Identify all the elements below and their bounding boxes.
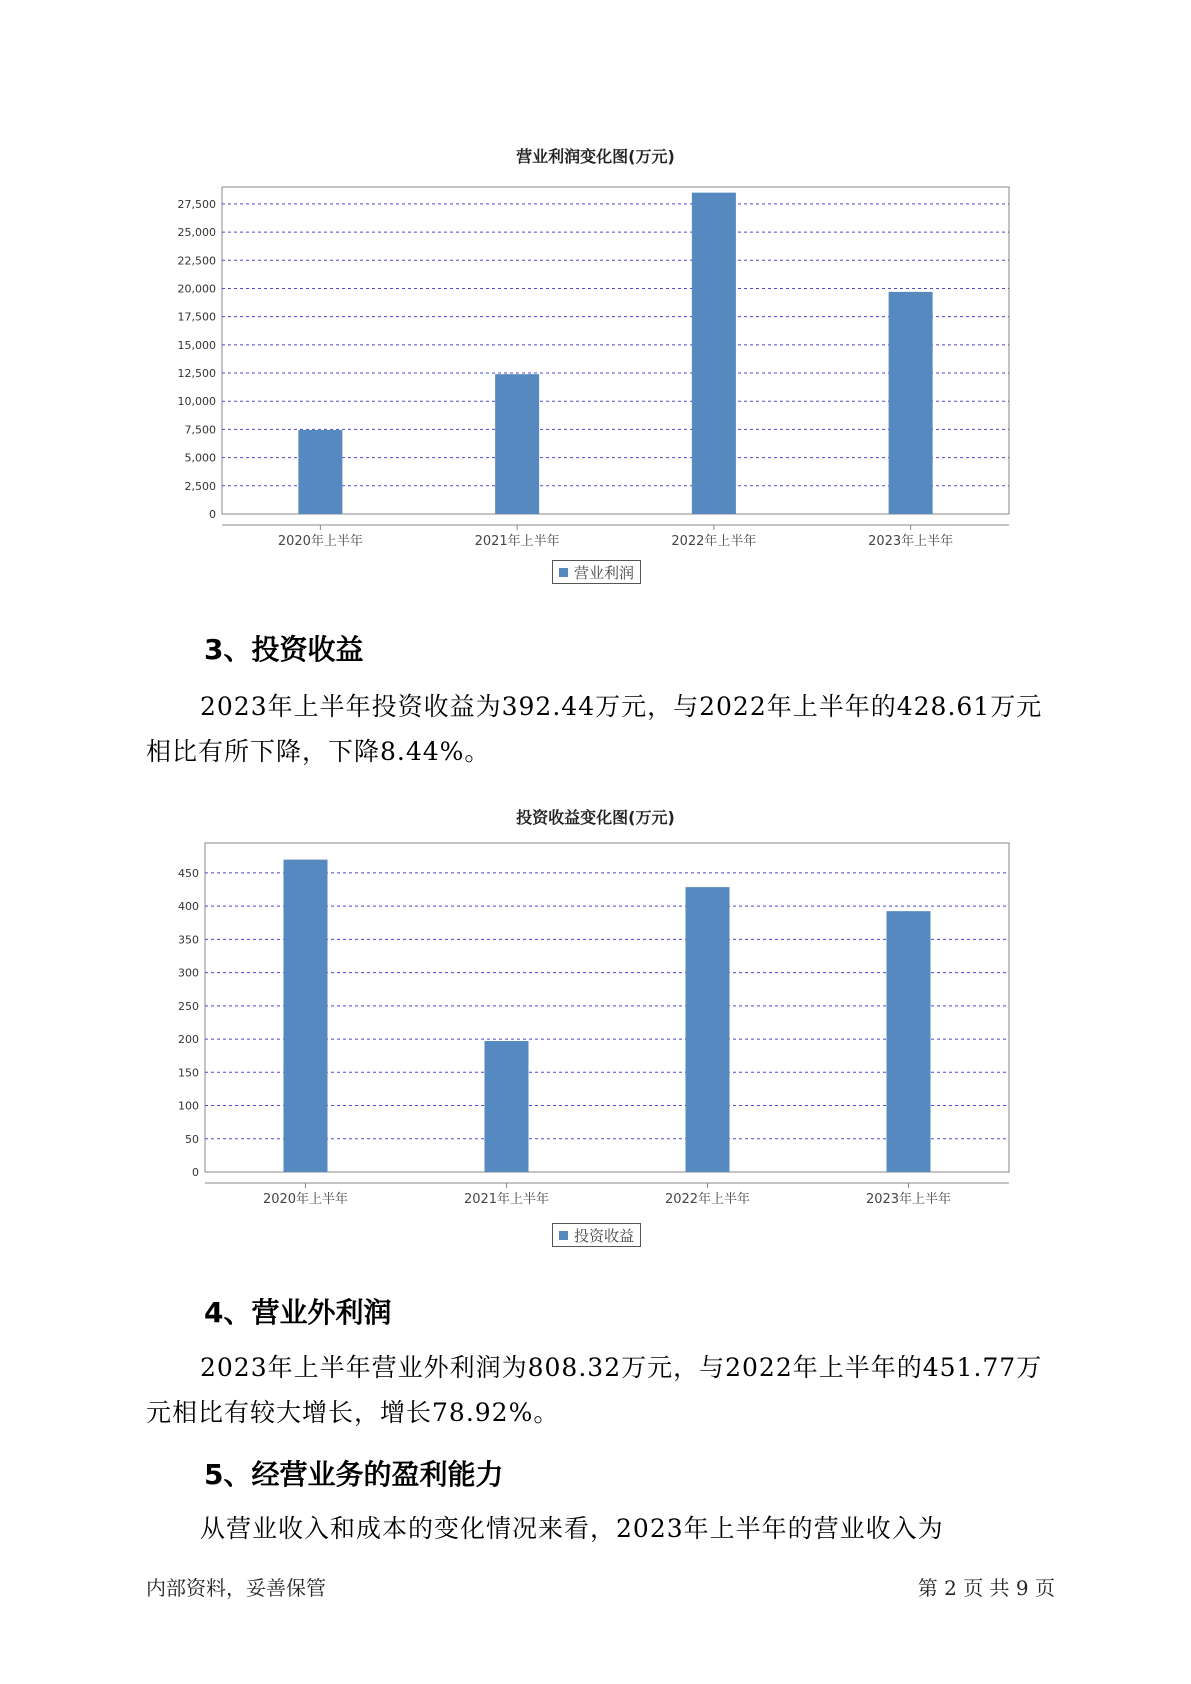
y-tick-label: 22,500 [177, 254, 216, 268]
y-tick-label: 27,500 [177, 197, 216, 211]
y-tick-label: 450 [178, 866, 199, 880]
y-tick-label: 25,000 [177, 226, 216, 240]
section3-line2: 相比有所下降，下降8.44%。 [146, 737, 491, 766]
footer-confidential-note: 内部资料，妥善保管 [146, 1576, 326, 1600]
section4-line1: 2023年上半年营业外利润为808.32万元，与2022年上半年的451.77万 [200, 1353, 1043, 1382]
x-tick-label: 2022年上半年 [664, 1192, 751, 1207]
section3-heading: 3、投资收益 [204, 633, 364, 666]
y-tick-label: 15,000 [177, 338, 216, 352]
chart1-legend-label: 营业利润 [574, 563, 635, 582]
y-tick-label: 10,000 [177, 395, 216, 409]
y-tick-label: 300 [178, 966, 199, 980]
footer-page-number: 第 2 页 共 9 页 [917, 1576, 1055, 1600]
y-tick-label: 5,000 [184, 451, 216, 465]
y-tick-label: 0 [192, 1166, 199, 1179]
y-tick-label: 12,500 [177, 367, 216, 381]
bar [887, 911, 931, 1172]
x-tick-label: 2022年上半年 [671, 534, 757, 549]
x-tick-label: 2023年上半年 [865, 1192, 952, 1207]
y-tick-label: 200 [178, 1033, 199, 1047]
y-tick-label: 250 [178, 999, 199, 1013]
y-tick-label: 17,500 [177, 310, 216, 324]
section5-line1: 从营业收入和成本的变化情况来看，2023年上半年的营业收入为 [200, 1514, 944, 1543]
bar [485, 1041, 529, 1172]
chart2-legend-label: 投资收益 [574, 1226, 635, 1245]
section5-heading: 5、经营业务的盈利能力 [204, 1458, 504, 1491]
y-tick-label: 2,500 [184, 479, 216, 493]
x-tick-label: 2020年上半年 [277, 534, 363, 549]
bar [686, 887, 730, 1172]
chart2-title: 投资收益变化图(万元) [516, 808, 675, 827]
legend-swatch-icon [559, 1231, 568, 1240]
y-tick-label: 150 [178, 1066, 199, 1080]
section4-heading: 4、营业外利润 [204, 1296, 392, 1329]
y-tick-label: 350 [178, 933, 199, 947]
x-tick-label: 2020年上半年 [262, 1192, 349, 1207]
section4-line2: 元相比有较大增长，增长78.92%。 [146, 1398, 560, 1427]
section5-paragraph [146, 1506, 1046, 1551]
y-tick-label: 20,000 [177, 282, 216, 296]
x-tick-label: 2021年上半年 [463, 1192, 550, 1207]
bar [284, 860, 328, 1172]
chart1-title: 营业利润变化图(万元) [516, 147, 675, 166]
section4-paragraph [146, 1345, 1046, 1435]
y-tick-label: 100 [178, 1099, 199, 1113]
x-tick-label: 2021年上半年 [474, 534, 560, 549]
y-tick-label: 400 [178, 900, 199, 914]
x-tick-label: 2023年上半年 [868, 534, 954, 549]
y-tick-label: 0 [209, 508, 216, 521]
y-tick-label: 7,500 [184, 423, 216, 437]
chart2-legend [552, 1223, 641, 1247]
y-tick-label: 50 [185, 1132, 199, 1146]
section3-line1: 2023年上半年投资收益为392.44万元，与2022年上半年的428.61万元 [200, 692, 1043, 721]
